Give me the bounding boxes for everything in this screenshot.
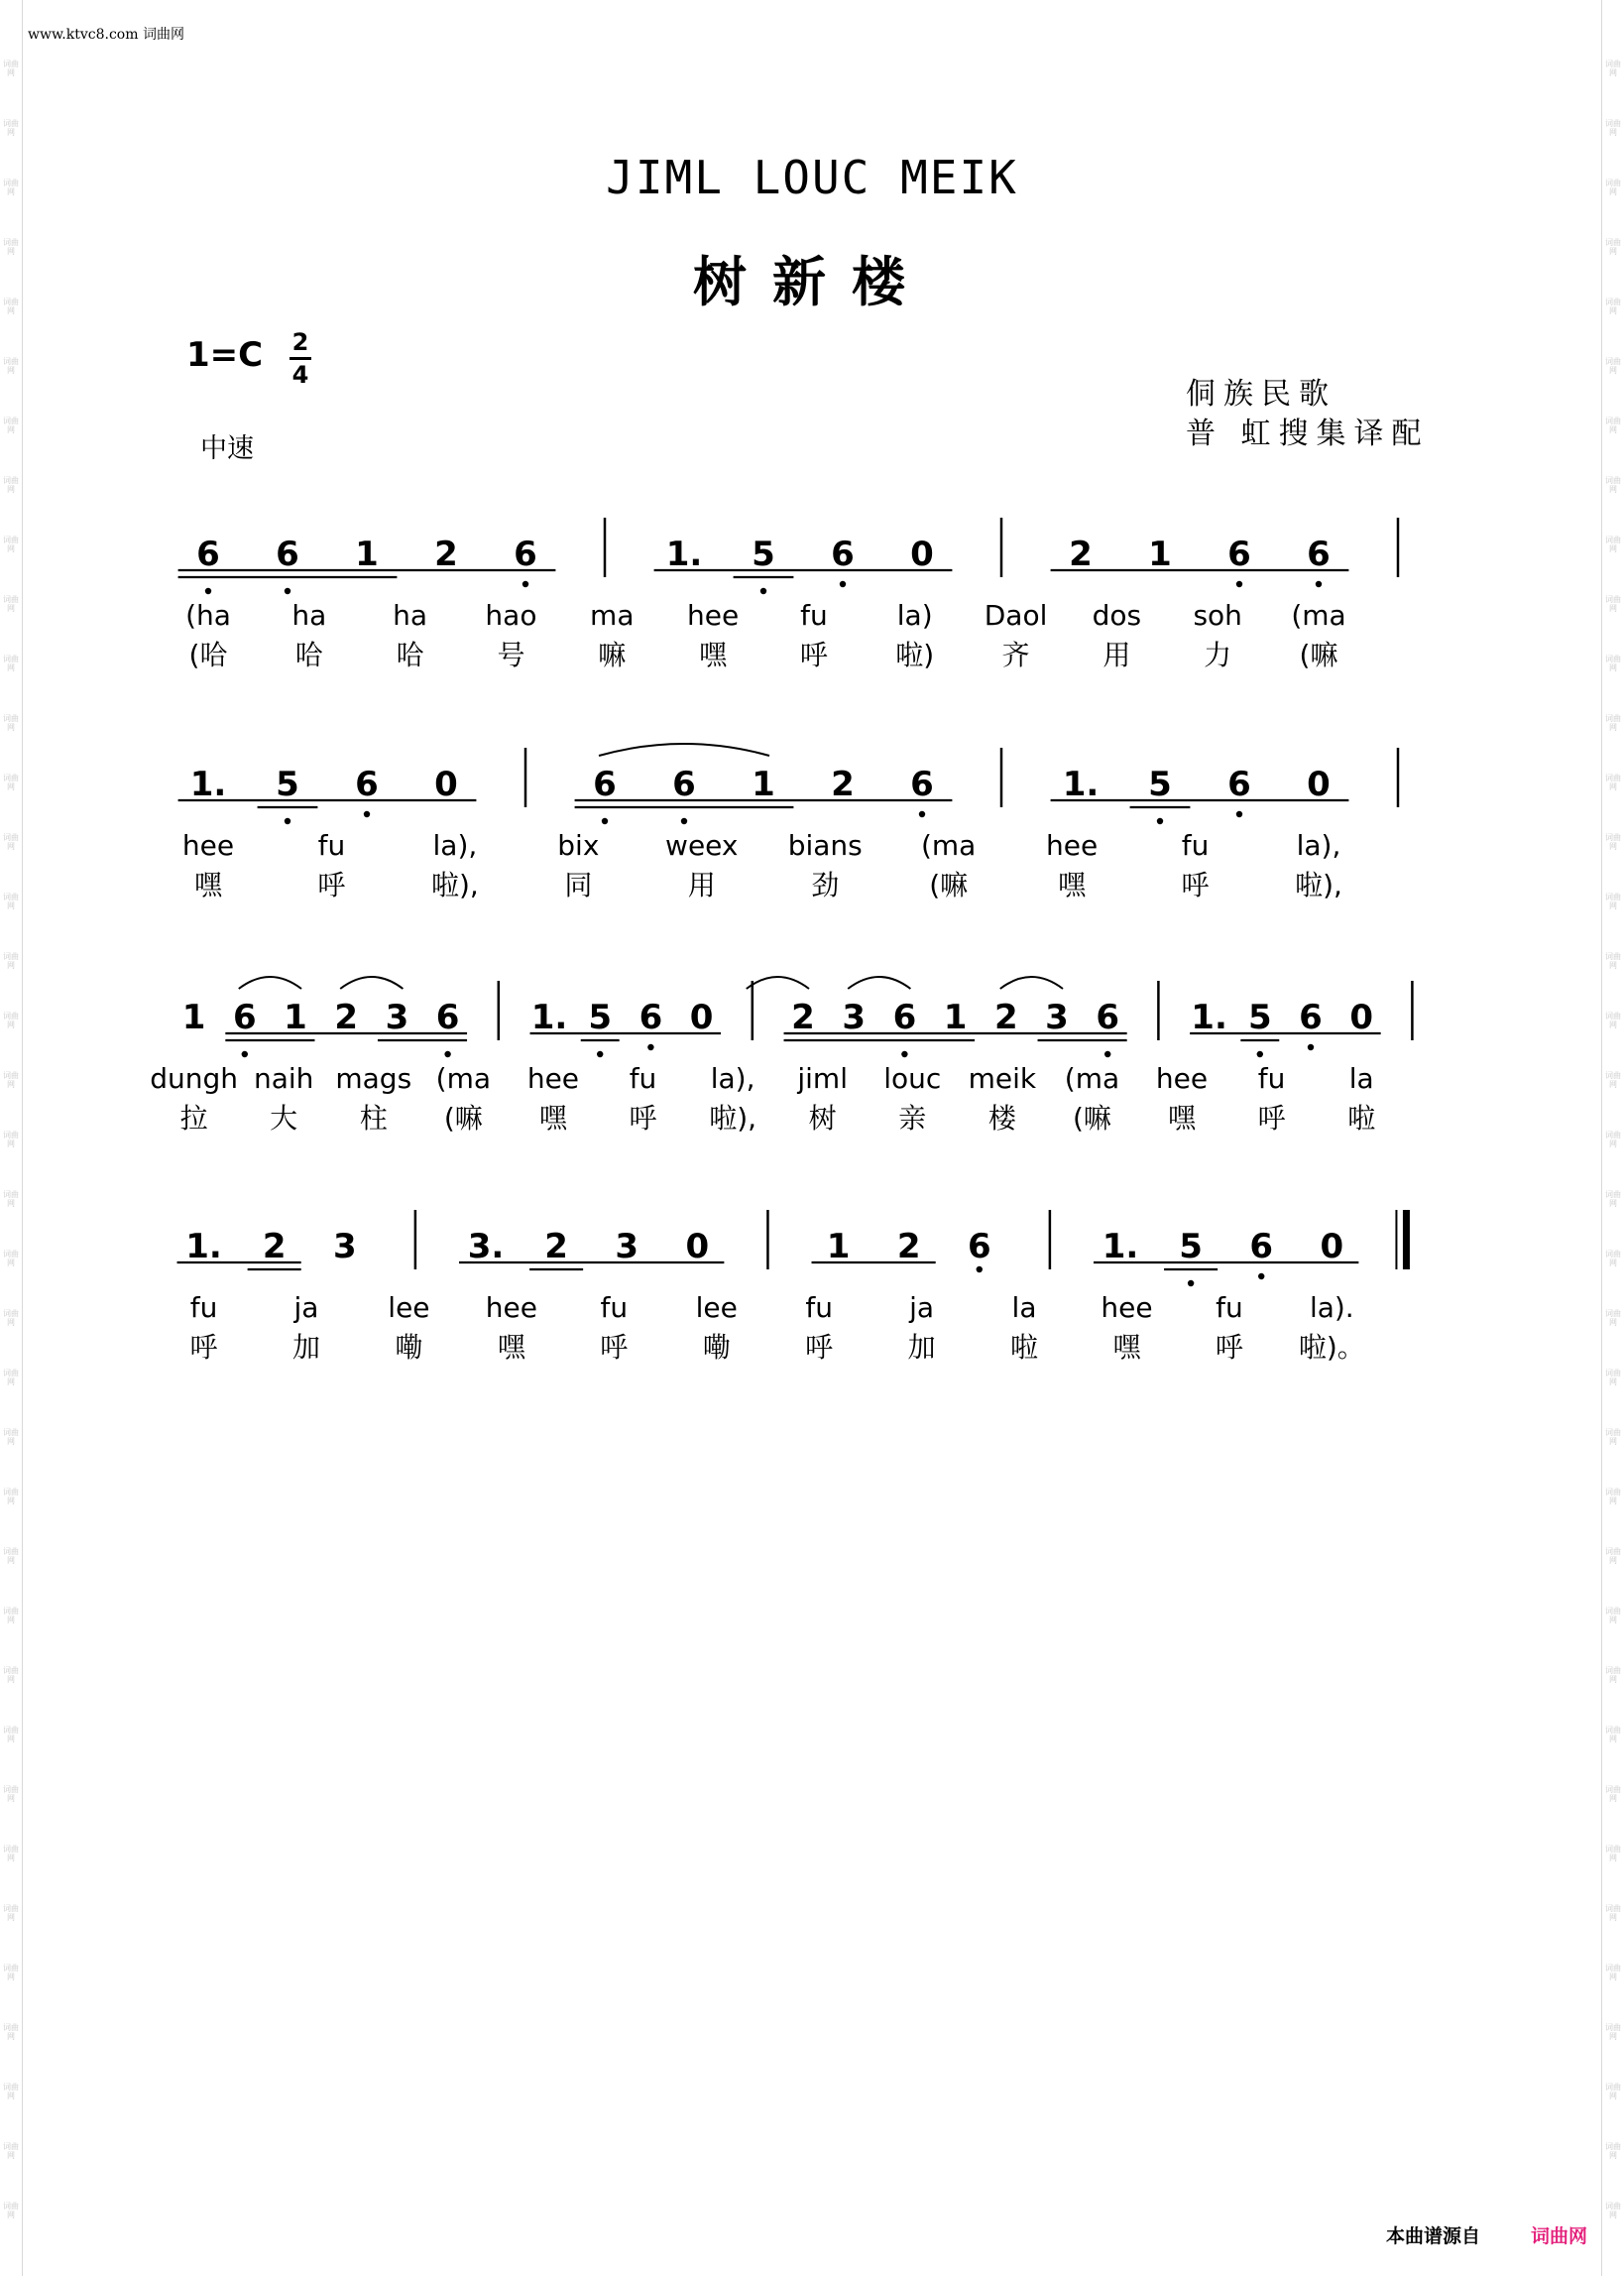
lyric-chinese: 齐 xyxy=(1001,639,1030,671)
lyric-chinese: 同 xyxy=(564,869,593,901)
side-watermark-text: 词曲网 xyxy=(1605,1547,1621,1565)
side-watermark-text: 词曲网 xyxy=(1605,298,1621,315)
score-note: 6 xyxy=(232,998,257,1037)
lyric-romanized: fu xyxy=(800,599,828,632)
lyric-romanized: fu xyxy=(317,829,346,862)
side-watermark-text: 词曲网 xyxy=(3,2023,19,2041)
score-note: 2 xyxy=(262,1227,287,1266)
score-note: 3 xyxy=(1045,998,1069,1037)
octave-dot xyxy=(285,588,290,594)
side-watermark-text: 词曲网 xyxy=(1605,476,1621,494)
score-note: 6 xyxy=(638,998,663,1037)
octave-dot xyxy=(242,1051,248,1057)
score-note: 0 xyxy=(685,1227,710,1266)
score-note: 2 xyxy=(1069,535,1093,574)
score-note: 2 xyxy=(791,998,815,1037)
lyric-romanized: la), xyxy=(432,829,478,862)
score-note: 0 xyxy=(1307,765,1331,804)
lyric-romanized: la). xyxy=(1309,1291,1354,1324)
side-watermark-text: 词曲网 xyxy=(1605,1428,1621,1446)
side-watermark-text: 词曲网 xyxy=(3,1785,19,1803)
side-watermark-text: 词曲网 xyxy=(1605,2083,1621,2100)
side-watermark-text: 词曲网 xyxy=(3,1666,19,1684)
side-watermark-text: 词曲网 xyxy=(3,119,19,137)
score-note: 2 xyxy=(544,1227,568,1266)
site-header-text: www.ktvc8.com 词曲网 xyxy=(28,27,184,43)
lyric-romanized: fu xyxy=(1257,1062,1286,1095)
side-watermark-text: 词曲网 xyxy=(1605,1726,1621,1743)
side-watermark-text: 词曲网 xyxy=(3,714,19,732)
score-note: 6 xyxy=(1227,765,1251,804)
score-note: 5 xyxy=(752,535,775,574)
lyric-chinese: (哈 xyxy=(188,639,228,671)
score-note: 1. xyxy=(1102,1227,1139,1266)
score-note: 5 xyxy=(588,998,613,1037)
score-note: 6 xyxy=(1096,998,1120,1037)
score-note: 6 xyxy=(355,765,379,804)
side-watermark-text: 词曲网 xyxy=(3,833,19,851)
credit-arranger: 普 虹搜集译配 xyxy=(1186,417,1430,451)
score-note: 3 xyxy=(385,998,409,1037)
side-watermark-text: 词曲网 xyxy=(1605,60,1621,77)
score-note: 3. xyxy=(467,1227,505,1266)
slur xyxy=(239,977,301,989)
time-signature-top: 2 xyxy=(291,328,309,356)
lyric-chinese: 嘿 xyxy=(538,1102,567,1135)
score-note: 1. xyxy=(1191,998,1227,1037)
lyric-chinese: 嘿 xyxy=(193,869,223,901)
side-watermark-text: 词曲网 xyxy=(1605,1309,1621,1327)
side-watermark-text: 词曲网 xyxy=(1605,1369,1621,1386)
score-note: 6 xyxy=(672,765,696,804)
lyric-romanized: la) xyxy=(896,599,933,632)
score-note: 3 xyxy=(332,1227,357,1266)
lyric-chinese: 啦 xyxy=(1347,1102,1376,1135)
lyric-romanized: hee xyxy=(1155,1062,1209,1095)
lyric-romanized: ha xyxy=(393,599,428,632)
side-watermark-text: 词曲网 xyxy=(3,476,19,494)
lyric-chinese: 嘛 xyxy=(598,639,627,671)
score-note: 1 xyxy=(826,1227,851,1266)
lyric-chinese: 哈 xyxy=(294,639,323,671)
key-signature: 1=C xyxy=(186,335,264,375)
lyric-chinese: (嘛 xyxy=(1299,639,1338,671)
side-watermark-text: 词曲网 xyxy=(1605,952,1621,970)
score-note: 1. xyxy=(189,765,227,804)
lyric-chinese: 树 xyxy=(808,1102,837,1135)
score-note: 6 xyxy=(196,535,220,574)
score-note: 5 xyxy=(276,765,299,804)
lyric-romanized: weex xyxy=(665,829,739,862)
octave-dot xyxy=(1316,581,1322,587)
score-note: 1 xyxy=(284,998,307,1037)
side-watermark-text: 词曲网 xyxy=(1605,1012,1621,1029)
lyric-romanized: dos xyxy=(1092,599,1142,632)
lyric-romanized: hee xyxy=(1101,1291,1153,1324)
octave-dot xyxy=(1257,1051,1263,1057)
slur xyxy=(599,744,769,756)
lyric-chinese: 啦)。 xyxy=(1298,1331,1365,1364)
octave-dot xyxy=(1188,1280,1194,1286)
side-watermark-text: 词曲网 xyxy=(1605,1964,1621,1981)
lyric-chinese: 用 xyxy=(687,869,716,901)
side-watermark-text: 词曲网 xyxy=(3,2142,19,2160)
octave-dot xyxy=(681,818,687,824)
lyric-romanized: ja xyxy=(909,1291,935,1324)
lyric-romanized: meik xyxy=(968,1062,1037,1095)
lyric-romanized: Daol xyxy=(984,599,1048,632)
slur xyxy=(1000,977,1063,989)
side-watermark-text: 词曲网 xyxy=(3,1845,19,1862)
score-note: 6 xyxy=(1307,535,1331,574)
score-note: 6 xyxy=(892,998,917,1037)
lyric-chinese: (嘛 xyxy=(929,869,969,901)
side-watermark-text: 词曲网 xyxy=(3,1488,19,1505)
slur xyxy=(340,977,403,989)
side-watermark-text: 词曲网 xyxy=(3,1012,19,1029)
side-watermark-text: 词曲网 xyxy=(3,1607,19,1624)
side-watermark-text: 词曲网 xyxy=(3,60,19,77)
lyric-romanized: soh xyxy=(1193,599,1242,632)
side-watermark-text: 词曲网 xyxy=(1605,833,1621,851)
lyric-chinese: 呼 xyxy=(1257,1102,1286,1135)
score-note: 1 xyxy=(752,765,775,804)
side-watermark-text: 词曲网 xyxy=(3,2083,19,2100)
lyric-chinese: 嘿 xyxy=(1112,1331,1141,1364)
side-watermark-text: 词曲网 xyxy=(1605,714,1621,732)
side-watermark-text: 词曲网 xyxy=(3,1428,19,1446)
lyric-romanized: naih xyxy=(253,1062,314,1095)
score-note: 6 xyxy=(910,765,934,804)
side-watermark-text: 词曲网 xyxy=(1605,2142,1621,2160)
side-watermark-text: 词曲网 xyxy=(1605,655,1621,672)
side-watermark-text: 词曲网 xyxy=(1605,1131,1621,1148)
side-watermark-text: 词曲网 xyxy=(1605,1190,1621,1208)
score-note: 0 xyxy=(689,998,714,1037)
octave-dot xyxy=(364,811,370,817)
score-note: 6 xyxy=(514,535,537,574)
side-watermark-text: 词曲网 xyxy=(1605,893,1621,910)
lyric-chinese: 大 xyxy=(270,1102,298,1135)
credit-origin: 侗族民歌 xyxy=(1186,377,1336,412)
lyric-chinese: 呼 xyxy=(600,1331,629,1364)
lyric-romanized: fu xyxy=(1181,829,1210,862)
score-note: 2 xyxy=(334,998,359,1037)
score-note: 6 xyxy=(1249,1227,1274,1266)
side-watermark-text: 词曲网 xyxy=(3,179,19,196)
lyric-romanized: hee xyxy=(1046,829,1099,862)
octave-dot xyxy=(977,1266,983,1272)
lyric-romanized: hee xyxy=(526,1062,580,1095)
side-watermark-text: 词曲网 xyxy=(3,1071,19,1089)
side-watermark-text: 词曲网 xyxy=(1605,238,1621,256)
lyric-chinese: 呼 xyxy=(1181,869,1210,901)
side-watermark-text: 词曲网 xyxy=(1605,1607,1621,1624)
octave-dot xyxy=(205,588,211,594)
side-watermark-text: 词曲网 xyxy=(3,1131,19,1148)
lyric-romanized: la), xyxy=(710,1062,755,1095)
lyric-romanized: fu xyxy=(600,1291,629,1324)
octave-dot xyxy=(1308,1044,1314,1050)
side-watermark-text: 词曲网 xyxy=(1605,1904,1621,1922)
side-watermark-text: 词曲网 xyxy=(1605,1488,1621,1505)
lyric-chinese: 加 xyxy=(291,1331,320,1364)
lyric-chinese: 嘿 xyxy=(699,639,728,671)
score-note: 1. xyxy=(1062,765,1100,804)
score-note: 5 xyxy=(1148,765,1172,804)
lyric-romanized: hee xyxy=(485,1291,537,1324)
side-watermark-text: 词曲网 xyxy=(3,298,19,315)
side-watermark-text: 词曲网 xyxy=(1605,1785,1621,1803)
octave-dot xyxy=(522,581,528,587)
octave-dot xyxy=(285,818,290,824)
score-note: 6 xyxy=(276,535,299,574)
lyric-romanized: ha xyxy=(291,599,327,632)
side-watermark-text: 词曲网 xyxy=(1605,1666,1621,1684)
side-watermark-text: 词曲网 xyxy=(1605,417,1621,434)
side-watermark-text: 词曲网 xyxy=(3,1964,19,1981)
lyric-romanized: lee xyxy=(388,1291,430,1324)
lyric-chinese: 啦) xyxy=(895,639,935,671)
lyric-romanized: dungh xyxy=(150,1062,238,1095)
side-watermark-text: 词曲网 xyxy=(3,1190,19,1208)
side-watermark-text: 词曲网 xyxy=(3,595,19,613)
score-note: 6 xyxy=(967,1227,991,1266)
lyric-chinese: 啦), xyxy=(709,1102,757,1135)
lyric-romanized: hao xyxy=(485,599,537,632)
tempo-marking: 中速 xyxy=(200,433,254,464)
lyric-romanized: mags xyxy=(335,1062,412,1095)
lyric-romanized: fu xyxy=(805,1291,833,1324)
lyric-chinese: 柱 xyxy=(359,1102,388,1135)
lyric-romanized: ja xyxy=(293,1291,319,1324)
lyric-chinese: 呼 xyxy=(317,869,346,901)
side-watermark-text: 词曲网 xyxy=(3,1250,19,1267)
lyric-chinese: (嘛 xyxy=(1072,1102,1111,1135)
footer-site-name: 词曲网 xyxy=(1531,2225,1588,2247)
score-note: 6 xyxy=(435,998,460,1037)
lyric-chinese: 嘿 xyxy=(497,1331,525,1364)
lyric-chinese: 嘿 xyxy=(1058,869,1087,901)
side-watermark-text: 词曲网 xyxy=(3,2202,19,2219)
octave-dot xyxy=(647,1044,653,1050)
side-watermark-text: 词曲网 xyxy=(1605,1071,1621,1089)
lyric-chinese: 啦 xyxy=(1010,1331,1039,1364)
lyric-chinese: 呼 xyxy=(189,1331,218,1364)
octave-dot xyxy=(444,1051,450,1057)
side-watermark-text: 词曲网 xyxy=(3,1547,19,1565)
lyric-romanized: hee xyxy=(686,599,740,632)
score-note: 5 xyxy=(1247,998,1272,1037)
lyric-chinese: 哈 xyxy=(396,639,424,671)
lyric-romanized: louc xyxy=(883,1062,942,1095)
octave-dot xyxy=(1157,818,1163,824)
side-watermark-text: 词曲网 xyxy=(3,893,19,910)
lyric-romanized: lee xyxy=(695,1291,738,1324)
score-note: 3 xyxy=(615,1227,639,1266)
lyric-romanized: (ma xyxy=(1064,1062,1120,1095)
score-note: 6 xyxy=(831,535,855,574)
side-watermark-text: 词曲网 xyxy=(1605,119,1621,137)
lyric-romanized: (ma xyxy=(1291,599,1346,632)
score-note: 0 xyxy=(434,765,458,804)
score-note: 1. xyxy=(185,1227,222,1266)
title-romanized: JIML LOUC MEIK xyxy=(606,151,1018,204)
score-note: 1 xyxy=(181,998,206,1037)
lyric-romanized: (ma xyxy=(435,1062,492,1095)
lyric-chinese: 啦), xyxy=(430,869,479,901)
lyric-chinese: 亲 xyxy=(898,1102,927,1135)
lyric-chinese: 呼 xyxy=(1215,1331,1243,1364)
lyric-chinese: 呼 xyxy=(629,1102,657,1135)
lyric-romanized: bix xyxy=(557,829,600,862)
score-note: 1 xyxy=(355,535,379,574)
side-watermark-text: 词曲网 xyxy=(3,1904,19,1922)
lyric-chinese: 拉 xyxy=(179,1102,208,1135)
side-watermark-text: 词曲网 xyxy=(3,417,19,434)
lyric-chinese: 啦), xyxy=(1295,869,1342,901)
side-watermark-text: 词曲网 xyxy=(3,952,19,970)
score-note: 2 xyxy=(434,535,458,574)
lyric-chinese: 用 xyxy=(1102,639,1131,671)
lyric-chinese: 嘞 xyxy=(702,1331,731,1364)
side-watermark-text: 词曲网 xyxy=(1605,774,1621,791)
score-note: 0 xyxy=(910,535,934,574)
side-watermark-text: 词曲网 xyxy=(1605,1845,1621,1862)
lyric-chinese: 加 xyxy=(907,1331,936,1364)
lyric-chinese: 号 xyxy=(497,639,525,671)
lyric-romanized: fu xyxy=(629,1062,657,1095)
octave-dot xyxy=(1236,811,1242,817)
lyric-romanized: ma xyxy=(590,599,635,632)
side-watermark-text: 词曲网 xyxy=(3,238,19,256)
octave-dot xyxy=(1258,1273,1264,1279)
lyric-romanized: hee xyxy=(181,829,235,862)
lyric-romanized: (ma xyxy=(920,829,977,862)
side-watermark-text: 词曲网 xyxy=(1605,1250,1621,1267)
lyric-romanized: la), xyxy=(1296,829,1341,862)
score-note: 2 xyxy=(993,998,1018,1037)
lyric-romanized: jiml xyxy=(797,1062,849,1095)
side-watermark-text: 词曲网 xyxy=(3,1726,19,1743)
score-note: 5 xyxy=(1179,1227,1203,1266)
octave-dot xyxy=(901,1051,907,1057)
octave-dot xyxy=(597,1051,603,1057)
octave-dot xyxy=(1104,1051,1110,1057)
octave-dot xyxy=(919,811,925,817)
side-watermark-text: 词曲网 xyxy=(1605,536,1621,553)
score-note: 1. xyxy=(665,535,703,574)
score-note: 2 xyxy=(831,765,855,804)
lyric-chinese: 嘿 xyxy=(1168,1102,1197,1135)
octave-dot xyxy=(602,818,608,824)
lyric-chinese: 劲 xyxy=(811,869,840,901)
lyric-chinese: 呼 xyxy=(799,639,828,671)
slur xyxy=(747,977,809,989)
score-note: 3 xyxy=(842,998,867,1037)
score-note: 1 xyxy=(1148,535,1172,574)
octave-dot xyxy=(1236,581,1242,587)
side-watermark-text: 词曲网 xyxy=(1605,357,1621,375)
title-chinese: 树新楼 xyxy=(693,251,931,313)
side-watermark-text: 词曲网 xyxy=(1605,595,1621,613)
side-watermark-text: 词曲网 xyxy=(3,1369,19,1386)
side-watermark-text: 词曲网 xyxy=(1605,2023,1621,2041)
lyric-chinese: 楼 xyxy=(987,1102,1016,1135)
side-watermark-text: 词曲网 xyxy=(3,1309,19,1327)
lyric-chinese: 力 xyxy=(1204,639,1232,671)
side-watermark-text: 词曲网 xyxy=(3,357,19,375)
lyric-romanized: la xyxy=(1011,1291,1037,1324)
lyric-chinese: 嘞 xyxy=(395,1331,423,1364)
lyric-romanized: bians xyxy=(787,829,863,862)
footer-source-label: 本曲谱源自 xyxy=(1386,2225,1481,2247)
time-signature-bottom: 4 xyxy=(291,361,309,389)
side-watermark-text: 词曲网 xyxy=(1605,179,1621,196)
side-watermark-text: 词曲网 xyxy=(3,536,19,553)
side-watermark-text: 词曲网 xyxy=(3,655,19,672)
score-note: 0 xyxy=(1320,1227,1344,1266)
side-watermark-text: 词曲网 xyxy=(3,774,19,791)
score-note: 6 xyxy=(1227,535,1251,574)
score-note: 0 xyxy=(1349,998,1374,1037)
octave-dot xyxy=(840,581,846,587)
score-note: 6 xyxy=(1299,998,1323,1037)
octave-dot xyxy=(760,588,766,594)
score-note: 6 xyxy=(593,765,617,804)
slur xyxy=(848,977,910,989)
score-note: 1. xyxy=(530,998,568,1037)
lyric-romanized: fu xyxy=(189,1291,218,1324)
lyric-romanized: (ha xyxy=(185,599,231,632)
lyric-romanized: la xyxy=(1348,1062,1374,1095)
lyric-chinese: 呼 xyxy=(805,1331,834,1364)
side-watermark-text: 词曲网 xyxy=(1605,2202,1621,2219)
score-note: 1 xyxy=(943,998,968,1037)
score-note: 2 xyxy=(896,1227,921,1266)
lyric-chinese: (嘛 xyxy=(443,1102,483,1135)
lyric-romanized: fu xyxy=(1216,1291,1243,1324)
